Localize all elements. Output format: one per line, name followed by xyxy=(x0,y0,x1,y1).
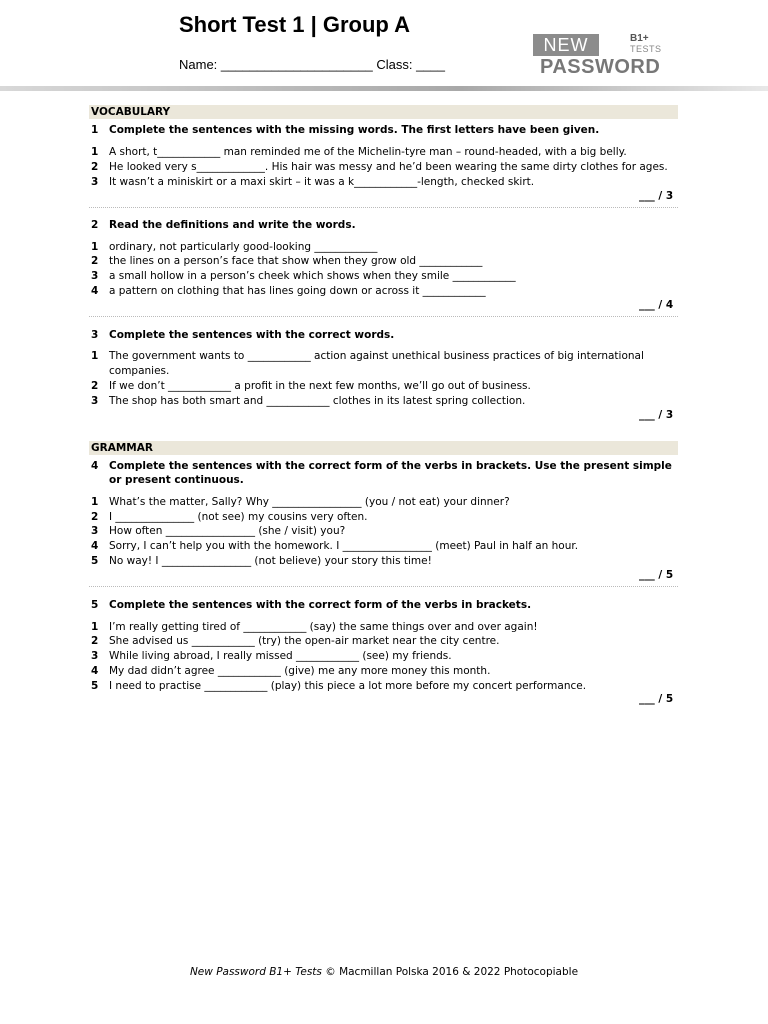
page-footer xyxy=(0,966,768,978)
item-text: The shop has both smart and ____________ clothes in its latest spring collection. xyxy=(109,395,526,407)
list-item xyxy=(91,555,432,567)
task-instruction xyxy=(91,124,599,136)
item-text: I need to practise ____________ (play) this piece a lot more before my concert performance. xyxy=(109,680,587,692)
footer-publication: New Password B1+ Tests xyxy=(189,966,322,978)
item-text: She advised us ____________ (try) the open-air market near the city centre. xyxy=(109,635,500,647)
score-box: ___ / 3 xyxy=(639,409,674,421)
item-text: I _______________ (not see) my cousins very often. xyxy=(109,511,368,523)
task-instruction-continued xyxy=(91,474,244,486)
item-text: It wasn’t a miniskirt or a maxi skirt – it was a k____________-length, checked skirt. xyxy=(109,176,535,188)
list-item xyxy=(91,255,482,267)
name-class-line: Name: _____________________ Class: ____ xyxy=(179,57,445,72)
task-text: Read the definitions and write the words. xyxy=(109,219,356,231)
item-text: I’m really getting tired of ____________ (say) the same things over and over again! xyxy=(109,621,538,633)
task-text: Complete the sentences with the correct words. xyxy=(109,329,395,341)
item-text: If we don’t ____________ a profit in the next few months, we’ll go out of business. xyxy=(109,380,531,392)
list-item xyxy=(91,525,345,537)
item-number: 1 xyxy=(91,350,99,362)
list-item xyxy=(91,350,644,362)
list-item xyxy=(91,270,516,282)
list-item xyxy=(91,496,510,508)
item-text: A short, t____________ man reminded me of the Michelin-tyre man – round-headed, with a big belly. xyxy=(109,146,627,158)
task-divider xyxy=(89,586,678,587)
list-item xyxy=(91,650,452,662)
list-item xyxy=(91,395,525,407)
list-item xyxy=(91,635,499,647)
item-text: Sorry, I can’t help you with the homework. I _________________ (meet) Paul in half an hour. xyxy=(109,540,579,552)
item-number: 5 xyxy=(91,680,99,692)
item-number: 2 xyxy=(91,255,99,267)
list-item xyxy=(91,621,538,633)
item-number: 1 xyxy=(91,621,99,633)
section-heading-vocabulary: VOCABULARY xyxy=(89,105,678,119)
item-text: companies. xyxy=(109,365,170,377)
list-item xyxy=(91,161,668,173)
task-number: 5 xyxy=(91,599,99,611)
item-number: 4 xyxy=(91,665,99,677)
logo-level: B1+ xyxy=(630,33,649,44)
list-item xyxy=(91,680,586,692)
task-text: or present continuous. xyxy=(109,474,244,486)
item-text: He looked very s_____________. His hair was messy and he’d been wearing the same dirty clothes for ages. xyxy=(109,161,668,173)
task-text: Complete the sentences with the missing words. The first letters have been given. xyxy=(109,124,600,136)
item-number: 3 xyxy=(91,176,99,188)
item-number: 3 xyxy=(91,270,99,282)
item-number: 4 xyxy=(91,285,99,297)
item-number: 2 xyxy=(91,635,99,647)
task-number: 3 xyxy=(91,329,99,341)
list-item xyxy=(91,241,377,253)
footer-copyright: © Macmillan Polska 2016 & 2022 Photocopiable xyxy=(321,966,579,978)
task-instruction xyxy=(91,219,356,231)
item-text: While living abroad, I really missed ____________ (see) my friends. xyxy=(109,650,452,662)
item-number: 5 xyxy=(91,555,99,567)
item-text: The government wants to ____________ action against unethical business practices of big international xyxy=(109,350,644,362)
task-divider xyxy=(89,207,678,208)
task-number: 2 xyxy=(91,219,99,231)
task-number: 4 xyxy=(91,460,99,472)
task-instruction xyxy=(91,329,394,341)
item-number: 2 xyxy=(91,161,99,173)
task-instruction xyxy=(91,460,672,472)
page-title: Short Test 1 | Group A xyxy=(179,12,411,37)
item-number: 2 xyxy=(91,511,99,523)
task-divider xyxy=(89,316,678,317)
item-text: a small hollow in a person’s cheek which shows when they smile ____________ xyxy=(109,270,516,282)
task-instruction xyxy=(91,599,531,611)
list-item xyxy=(91,380,531,392)
list-item xyxy=(91,665,490,677)
logo-tests: TESTS xyxy=(630,44,662,54)
header-divider xyxy=(0,86,768,91)
list-item xyxy=(91,365,169,377)
task-text: Complete the sentences with the correct form of the verbs in brackets. xyxy=(109,599,532,611)
score-box: ___ / 3 xyxy=(639,190,674,202)
score-box: ___ / 4 xyxy=(639,299,674,311)
item-text: How often _________________ (she / visit) you? xyxy=(109,525,346,537)
logo-new: NEW xyxy=(533,34,599,56)
list-item xyxy=(91,540,578,552)
task-text: Complete the sentences with the correct form of the verbs in brackets. Use the present simple xyxy=(109,460,672,472)
item-number: 1 xyxy=(91,146,99,158)
list-item xyxy=(91,146,627,158)
score-box: ___ / 5 xyxy=(639,693,674,705)
list-item xyxy=(91,511,368,523)
item-number: 3 xyxy=(91,650,99,662)
item-text: No way! I _________________ (not believe) your story this time! xyxy=(109,555,432,567)
item-number: 3 xyxy=(91,395,99,407)
score-box: ___ / 5 xyxy=(639,569,674,581)
item-text: ordinary, not particularly good-looking ____________ xyxy=(109,241,378,253)
task-number: 1 xyxy=(91,124,99,136)
item-text: What’s the matter, Sally? Why _________________ (you / not eat) your dinner? xyxy=(109,496,510,508)
item-number: 3 xyxy=(91,525,99,537)
item-text: a pattern on clothing that has lines going down or across it ____________ xyxy=(109,285,486,297)
item-text: My dad didn’t agree ____________ (give) me any more money this month. xyxy=(109,665,491,677)
item-text: the lines on a person’s face that show when they grow old ____________ xyxy=(109,255,483,267)
logo-password: PASSWORD xyxy=(540,56,661,78)
section-heading-grammar: GRAMMAR xyxy=(89,441,678,455)
list-item xyxy=(91,285,486,297)
list-item xyxy=(91,176,534,188)
item-number: 1 xyxy=(91,241,99,253)
item-number: 1 xyxy=(91,496,99,508)
item-number: 4 xyxy=(91,540,99,552)
item-number: 2 xyxy=(91,380,99,392)
